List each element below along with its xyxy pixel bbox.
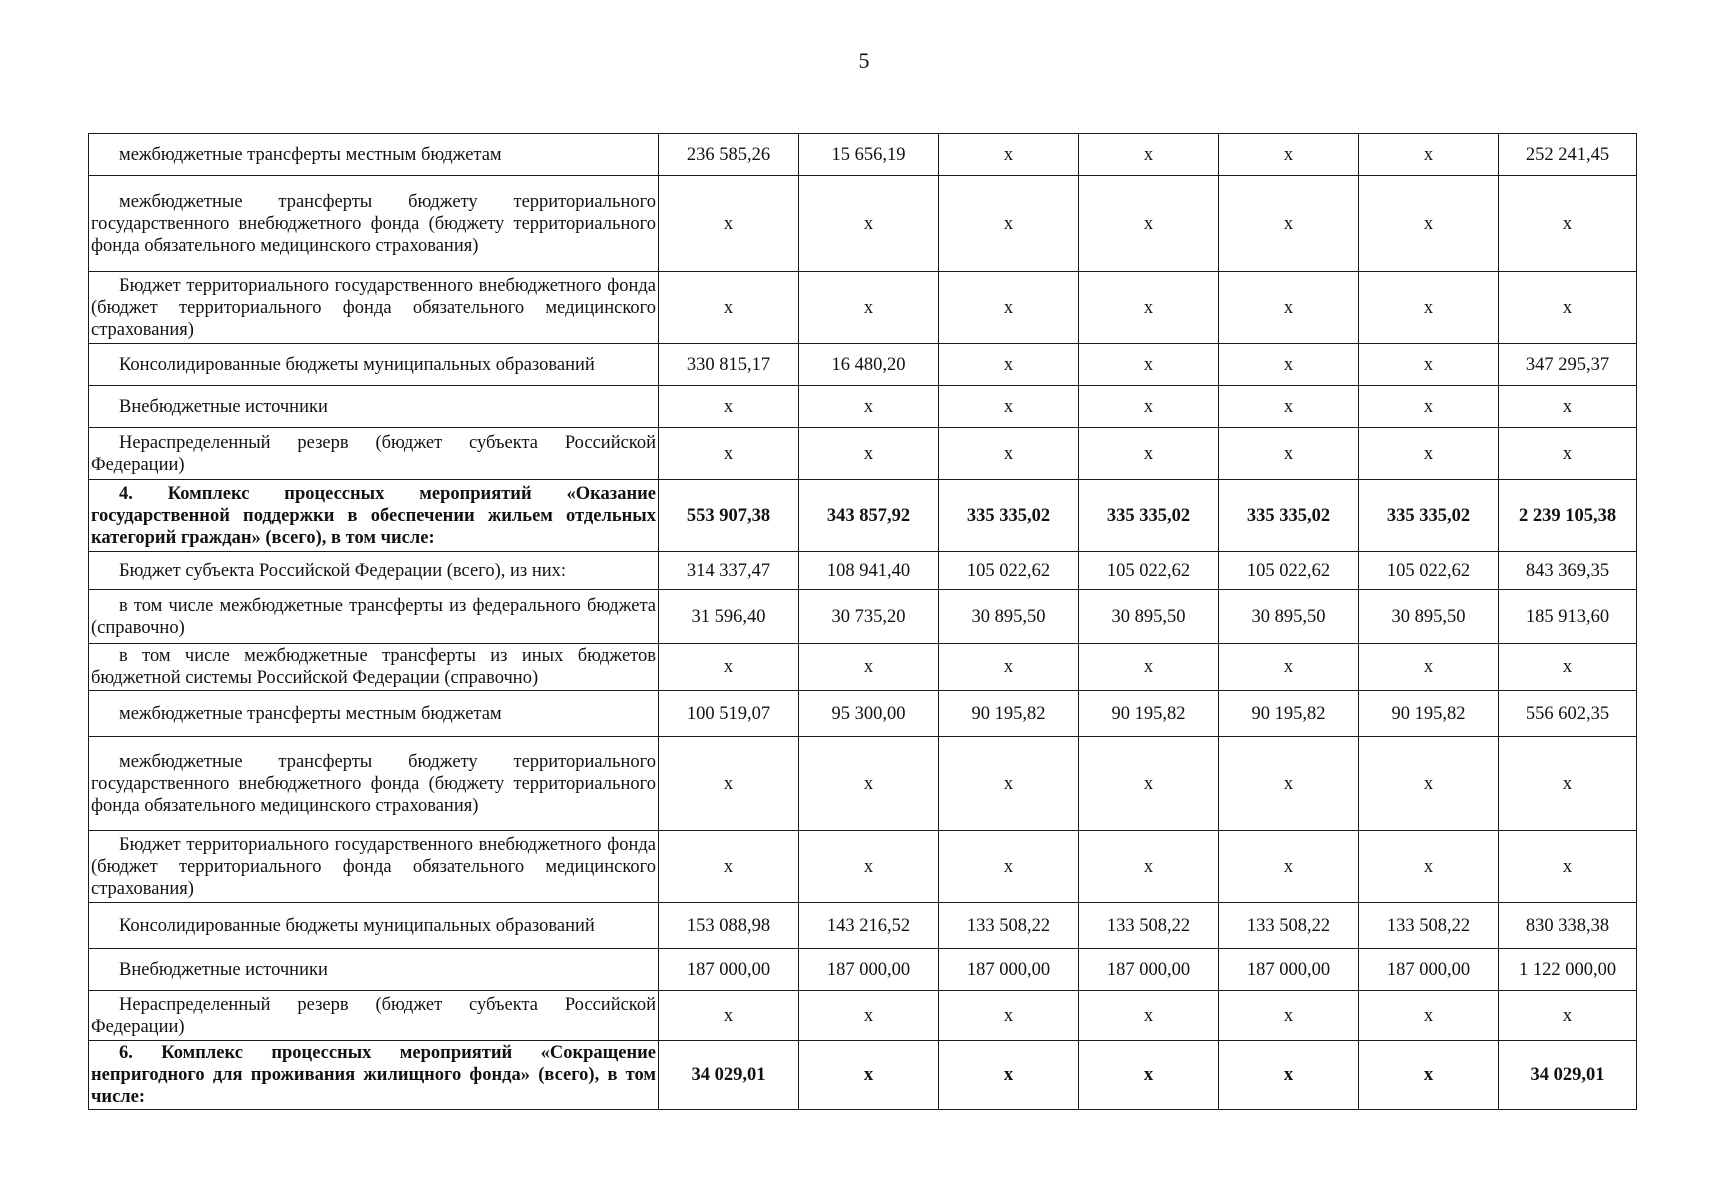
- value-cell: x: [1219, 272, 1359, 344]
- row-label: Внебюджетные источники: [89, 949, 659, 991]
- value-cell: 1 122 000,00: [1499, 949, 1637, 991]
- value-cell: 30 895,50: [1219, 590, 1359, 644]
- value-cell: x: [1499, 176, 1637, 272]
- row-label: Нераспределенный резерв (бюджет субъекта Российской Федерации): [89, 428, 659, 480]
- row-label: в том числе межбюджетные трансферты из федерального бюджета (справочно): [89, 590, 659, 644]
- value-cell: 335 335,02: [1079, 480, 1219, 552]
- value-cell: 314 337,47: [659, 552, 799, 590]
- value-cell: x: [1219, 831, 1359, 903]
- row-label: в том числе межбюджетные трансферты из иных бюджетов бюджетной системы Российской Федерации (справочно): [89, 644, 659, 691]
- row-label: межбюджетные трансферты бюджету территориального государственного внебюджетного фонда (бюджету территориального фонда обязательного медицинского страхования): [89, 737, 659, 831]
- value-cell: 343 857,92: [799, 480, 939, 552]
- value-cell: x: [799, 831, 939, 903]
- value-cell: 830 338,38: [1499, 903, 1637, 949]
- value-cell: x: [1499, 831, 1637, 903]
- value-cell: 187 000,00: [659, 949, 799, 991]
- value-cell: 100 519,07: [659, 691, 799, 737]
- value-cell: 105 022,62: [1359, 552, 1499, 590]
- value-cell: x: [1079, 737, 1219, 831]
- table-row: [89, 590, 1637, 644]
- value-cell: x: [1499, 644, 1637, 691]
- row-label: Бюджет территориального государственного внебюджетного фонда (бюджет территориального фонда обязательного медицинского страхования): [89, 272, 659, 344]
- value-cell: x: [799, 272, 939, 344]
- value-cell: 133 508,22: [1219, 903, 1359, 949]
- value-cell: x: [1499, 272, 1637, 344]
- value-cell: 843 369,35: [1499, 552, 1637, 590]
- value-cell: x: [1499, 737, 1637, 831]
- value-cell: x: [659, 644, 799, 691]
- value-cell: 15 656,19: [799, 134, 939, 176]
- value-cell: x: [1499, 991, 1637, 1041]
- value-cell: x: [1359, 272, 1499, 344]
- value-cell: x: [659, 272, 799, 344]
- value-cell: x: [1219, 644, 1359, 691]
- value-cell: x: [1079, 176, 1219, 272]
- value-cell: x: [1359, 386, 1499, 428]
- value-cell: x: [939, 1041, 1079, 1110]
- value-cell: x: [659, 386, 799, 428]
- value-cell: 335 335,02: [939, 480, 1079, 552]
- value-cell: x: [1359, 1041, 1499, 1110]
- table-body: [89, 134, 1637, 1110]
- value-cell: x: [1079, 134, 1219, 176]
- value-cell: x: [799, 737, 939, 831]
- value-cell: 556 602,35: [1499, 691, 1637, 737]
- value-cell: x: [1359, 134, 1499, 176]
- value-cell: x: [1219, 176, 1359, 272]
- value-cell: 185 913,60: [1499, 590, 1637, 644]
- value-cell: 105 022,62: [1219, 552, 1359, 590]
- table-row: [89, 644, 1637, 691]
- value-cell: 347 295,37: [1499, 344, 1637, 386]
- row-label: межбюджетные трансферты местным бюджетам: [89, 134, 659, 176]
- value-cell: x: [939, 386, 1079, 428]
- value-cell: 133 508,22: [1079, 903, 1219, 949]
- row-label: Нераспределенный резерв (бюджет субъекта Российской Федерации): [89, 991, 659, 1041]
- value-cell: 34 029,01: [1499, 1041, 1637, 1110]
- value-cell: x: [1219, 134, 1359, 176]
- value-cell: x: [799, 176, 939, 272]
- value-cell: 30 895,50: [1359, 590, 1499, 644]
- table-row: [89, 1041, 1637, 1110]
- value-cell: x: [659, 176, 799, 272]
- value-cell: x: [1079, 386, 1219, 428]
- value-cell: 187 000,00: [799, 949, 939, 991]
- value-cell: 187 000,00: [1219, 949, 1359, 991]
- table-row: [89, 386, 1637, 428]
- page-number: 5: [858, 48, 870, 73]
- table-row: [89, 831, 1637, 903]
- value-cell: x: [1359, 176, 1499, 272]
- table-row: [89, 176, 1637, 272]
- value-cell: x: [1359, 644, 1499, 691]
- value-cell: 108 941,40: [799, 552, 939, 590]
- value-cell: 30 735,20: [799, 590, 939, 644]
- value-cell: x: [799, 644, 939, 691]
- value-cell: 187 000,00: [1359, 949, 1499, 991]
- value-cell: 187 000,00: [939, 949, 1079, 991]
- value-cell: x: [939, 428, 1079, 480]
- value-cell: x: [939, 134, 1079, 176]
- value-cell: x: [659, 831, 799, 903]
- budget-table: [88, 133, 1637, 1110]
- row-label: Консолидированные бюджеты муниципальных образований: [89, 344, 659, 386]
- value-cell: x: [1079, 831, 1219, 903]
- value-cell: x: [1219, 1041, 1359, 1110]
- value-cell: x: [1219, 344, 1359, 386]
- row-label: Бюджет территориального государственного внебюджетного фонда (бюджет территориального фонда обязательного медицинского страхования): [89, 831, 659, 903]
- row-label: Бюджет субъекта Российской Федерации (всего), из них:: [89, 552, 659, 590]
- value-cell: x: [939, 644, 1079, 691]
- value-cell: x: [1359, 428, 1499, 480]
- value-cell: x: [1219, 991, 1359, 1041]
- value-cell: x: [1219, 737, 1359, 831]
- value-cell: x: [939, 272, 1079, 344]
- value-cell: x: [1079, 272, 1219, 344]
- value-cell: 30 895,50: [1079, 590, 1219, 644]
- value-cell: x: [939, 344, 1079, 386]
- value-cell: x: [939, 176, 1079, 272]
- value-cell: 90 195,82: [1359, 691, 1499, 737]
- value-cell: x: [659, 991, 799, 1041]
- value-cell: x: [659, 737, 799, 831]
- value-cell: x: [1079, 1041, 1219, 1110]
- value-cell: x: [939, 737, 1079, 831]
- value-cell: x: [1359, 991, 1499, 1041]
- value-cell: x: [1079, 644, 1219, 691]
- value-cell: 30 895,50: [939, 590, 1079, 644]
- row-label: межбюджетные трансферты местным бюджетам: [89, 691, 659, 737]
- row-label: 4. Комплекс процессных мероприятий «Оказание государственной поддержки в обеспечении жильем отдельных категорий граждан» (всего), в том числе:: [89, 480, 659, 552]
- table-row: [89, 991, 1637, 1041]
- value-cell: 236 585,26: [659, 134, 799, 176]
- value-cell: 143 216,52: [799, 903, 939, 949]
- value-cell: 34 029,01: [659, 1041, 799, 1110]
- value-cell: x: [1079, 428, 1219, 480]
- value-cell: 16 480,20: [799, 344, 939, 386]
- value-cell: x: [1359, 344, 1499, 386]
- value-cell: 133 508,22: [939, 903, 1079, 949]
- value-cell: x: [799, 428, 939, 480]
- row-label: Внебюджетные источники: [89, 386, 659, 428]
- value-cell: 133 508,22: [1359, 903, 1499, 949]
- value-cell: x: [1499, 428, 1637, 480]
- value-cell: 330 815,17: [659, 344, 799, 386]
- value-cell: x: [1359, 737, 1499, 831]
- row-label: межбюджетные трансферты бюджету территориального государственного внебюджетного фонда (бюджету территориального фонда обязательного медицинского страхования): [89, 176, 659, 272]
- value-cell: 90 195,82: [1219, 691, 1359, 737]
- row-label: 6. Комплекс процессных мероприятий «Сокращение непригодного для проживания жилищного фонда» (всего), в том числе:: [89, 1041, 659, 1110]
- value-cell: x: [1219, 428, 1359, 480]
- value-cell: 153 088,98: [659, 903, 799, 949]
- value-cell: 335 335,02: [1359, 480, 1499, 552]
- value-cell: 553 907,38: [659, 480, 799, 552]
- value-cell: x: [1499, 386, 1637, 428]
- value-cell: x: [939, 831, 1079, 903]
- value-cell: 90 195,82: [939, 691, 1079, 737]
- value-cell: 105 022,62: [939, 552, 1079, 590]
- value-cell: x: [939, 991, 1079, 1041]
- row-label: Консолидированные бюджеты муниципальных образований: [89, 903, 659, 949]
- table-row: [89, 428, 1637, 480]
- value-cell: x: [1079, 991, 1219, 1041]
- table-row: [89, 480, 1637, 552]
- value-cell: 335 335,02: [1219, 480, 1359, 552]
- table-row: [89, 691, 1637, 737]
- value-cell: x: [799, 386, 939, 428]
- value-cell: 95 300,00: [799, 691, 939, 737]
- table-row: [89, 552, 1637, 590]
- table-row: [89, 272, 1637, 344]
- value-cell: 105 022,62: [1079, 552, 1219, 590]
- value-cell: 187 000,00: [1079, 949, 1219, 991]
- value-cell: x: [659, 428, 799, 480]
- value-cell: 31 596,40: [659, 590, 799, 644]
- table-row: [89, 903, 1637, 949]
- value-cell: 90 195,82: [1079, 691, 1219, 737]
- value-cell: x: [799, 991, 939, 1041]
- value-cell: 252 241,45: [1499, 134, 1637, 176]
- value-cell: x: [1219, 386, 1359, 428]
- table-row: [89, 737, 1637, 831]
- value-cell: x: [1359, 831, 1499, 903]
- table-row: [89, 344, 1637, 386]
- value-cell: 2 239 105,38: [1499, 480, 1637, 552]
- table-row: [89, 949, 1637, 991]
- value-cell: x: [1079, 344, 1219, 386]
- table-row: [89, 134, 1637, 176]
- value-cell: x: [799, 1041, 939, 1110]
